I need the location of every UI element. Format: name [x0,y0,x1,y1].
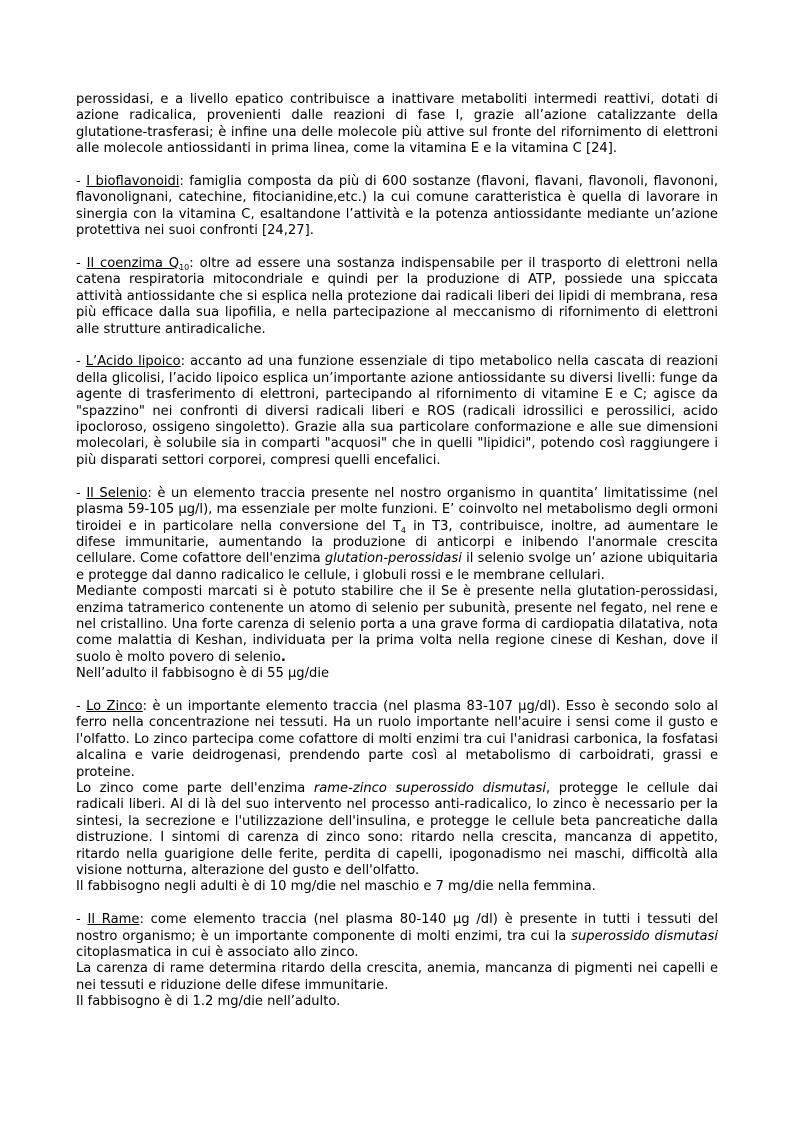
bullet-dash: - [76,354,86,370]
rame-text-1: : come elemento traccia (nel plasma 80-140 µg /dl) è presente in tutti i tessuti del nostro organismo; è un importante componente di molti enzimi, tra cui la [76,912,718,944]
selenio-text-3: il selenio svolge un’ azione ubiquitaria e protegge dal danno radicalico le cellule, i globuli rossi e le membrane cellulari. [76,551,719,583]
zinco-term: Lo Zinco [86,698,143,714]
bullet-dash: - [76,912,88,928]
selenio-text-1: : è un elemento traccia presente nel nostro organismo in quantita’ limitatissime (nel plasma 59-105 µg/l), ma essenziale per molte funzioni. E’ coinvolto nel metabolismo degli ormoni tiroidei e in particolare nella conversione del T [76,485,718,534]
bullet-dash: - [76,174,87,190]
bioflavonoidi-term: I bioflavonoidi [86,174,180,190]
coenzima-text: : oltre ad essere una sostanza indispensabile per il trasporto di elettroni nella catena respiratoria mitocondriale e quindi per la produzione di ATP, possiede una spiccata attività antiossidante che si esplica nella protezione dai radicali liberi dei lipidi di membrana, resa più efficace dalla sua lipofilia, e nella partecipazione al meccanismo di rifornimento di elettroni alle strutture antiradicaliche. [76,256,718,337]
selenio-section [76,486,718,683]
acido-lipoico-text: : accanto ad una funzione essenziale di tipo metabolico nella cascata di reazioni della glicolisi, l’acido lipoico esplica un’importante azione antiossidante su diversi livelli: funge da agente di trasferimento di elettroni, partecipando al rifornimento di vitamine E e C; agisce da "spazzino" nei confronti di diversi radicali liberi e ROS (radicali idrossilici e perossilici, acido ipocloroso, ossigeno singoletto). Grazie alla sua particolare conformazione e alle sue dimensioni molecolari, è solubile sia in comparti "acquosi" che in quelli "lipidici", potendo così raggiungere i più disparati settori corporei, compresi quelli encefalici. [76,354,719,468]
bullet-dash: - [76,485,87,501]
rame-line-2: La carenza di rame determina ritardo della crescita, anemia, mancanza di pigmenti nei capelli e nei tessuti e riduzione delle difese immunitarie. [76,961,718,993]
zinco-section [76,699,718,896]
rame-paragraph-1 [76,912,718,961]
bioflavonoidi-text: : famiglia composta da più di 600 sostanze (flavoni, flavani, flavonoli, flavononi, flavonolignani, catechine, fitocianidine,etc.) la cui comune caratteristica è quella di lavorare in sinergia con la vitamina C, esaltandone l’attività e la potenza antiossidante mediante un’azione protettiva nei suoi confronti [24,27]. [76,174,719,239]
selenio-line-2: Mediante composti marcati si è potuto stabilire che il Se è presente nella glutation-perossidasi, enzima tatramerico contenente un atomo di selenio per subunità, presente nel fegato, nel rene e nel cristallino. Una forte carenza di selenio porta a una grave forma di cardiopatia dilatativa, nota come malattia di Keshan, individuata per la prima volta nella regione cinese di Keshan, dove il suolo è molto povero di selenio [76,584,718,665]
rame-enzyme: superossido dismutasi [571,928,718,944]
rame-line-3: Il fabbisogno è di 1.2 mg/die nell’adulto. [76,994,341,1010]
selenio-text-2: in T3, contribuisce, inoltre, ad aumentare le difese immunitarie, aumentando la produzione di anticorpi e inibendo l'anormale crescita cellulare. Come cofattore dell'enzima [76,518,719,567]
coenzima-subscript: 10 [179,263,190,273]
rame-paragraph-3 [76,994,718,1010]
intro-text: perossidasi, e a livello epatico contribuisce a inattivare metaboliti intermedi reattivi, dotati di azione radicalica, provenienti dalle reazioni di fase I, grazie all’azione catalizzante della glutatione-trasferasi; è infine una delle molecole più attive sul fronte del rifornimento di elettroni alle molecole antiossidanti in prima linea, come la vitamina E e la vitamina C [24]. [76,92,718,157]
coenzima-term-text: Il coenzima Q [86,256,180,272]
document-page [76,92,718,1027]
selenio-line-2-end: . [280,649,286,665]
acido-lipoico-paragraph [76,354,718,469]
selenio-paragraph-3 [76,666,718,682]
zinco-paragraph-3 [76,879,718,895]
selenio-term: Il Selenio [86,485,148,501]
zinco-text-1: : è un importante elemento traccia (nel plasma 83-107 µg/dl). Esso è secondo solo al ferro nella concentrazione nei tessuti. Ha un ruolo importante nell'acuire i sensi come il gusto e l'olfatto. Lo zinco partecipa come cofattore di molti enzimi tra cui l'anidrasi carbonica, la fosfatasi alcalina e varie deidrogenasi, prendendo parte così al metabolismo di carboidrati, grassi e proteine. [76,698,719,780]
rame-paragraph-2 [76,961,718,994]
rame-text-2: citoplasmatica in cui è associato allo zinco. [76,945,359,961]
bullet-dash: - [76,698,87,714]
zinco-paragraph-1 [76,699,718,781]
zinco-line-3: Il fabbisogno negli adulti è di 10 mg/die nel maschio e 7 mg/die nella femmina. [76,879,596,895]
selenio-paragraph-2 [76,584,718,666]
rame-section [76,912,718,1010]
coenzima-paragraph [76,256,718,338]
intro-paragraph [76,92,718,158]
zinco-line-2a: Lo zinco come parte dell'enzima [76,780,314,796]
zinco-line-2b: , protegge le cellule dai radicali liberi. Al di là del suo intervento nel processo anti-radicalico, lo zinco è necessario per la sintesi, la secrezione e l'utilizzazione dell'insulina, e protegge le cellule beta pancreatiche dalla distruzione. I sintomi di carenza di zinco sono: ritardo nella crescita, mancanza di appetito, ritardo nella guarigione delle ferite, perdita di capelli, ipogonadismo nei maschi, difficoltà alla visione notturna, alterazione del gusto e dell'olfatto. [76,780,718,879]
rame-term: Il Rame [87,912,140,928]
acido-lipoico-term: L’Acido lipoico [85,354,181,370]
selenio-paragraph-1 [76,486,718,584]
bioflavonoidi-paragraph [76,174,718,240]
zinco-paragraph-2 [76,781,718,879]
zinco-enzyme: rame-zinco superossido dismutasi [313,780,546,796]
coenzima-term [87,256,190,271]
selenio-line-3: Nell’adulto il fabbisogno è di 55 µg/die [76,666,330,682]
t4-subscript: 4 [400,525,406,535]
selenio-enzyme: glutation-perossidasi [324,551,462,567]
bullet-dash: - [76,256,87,272]
